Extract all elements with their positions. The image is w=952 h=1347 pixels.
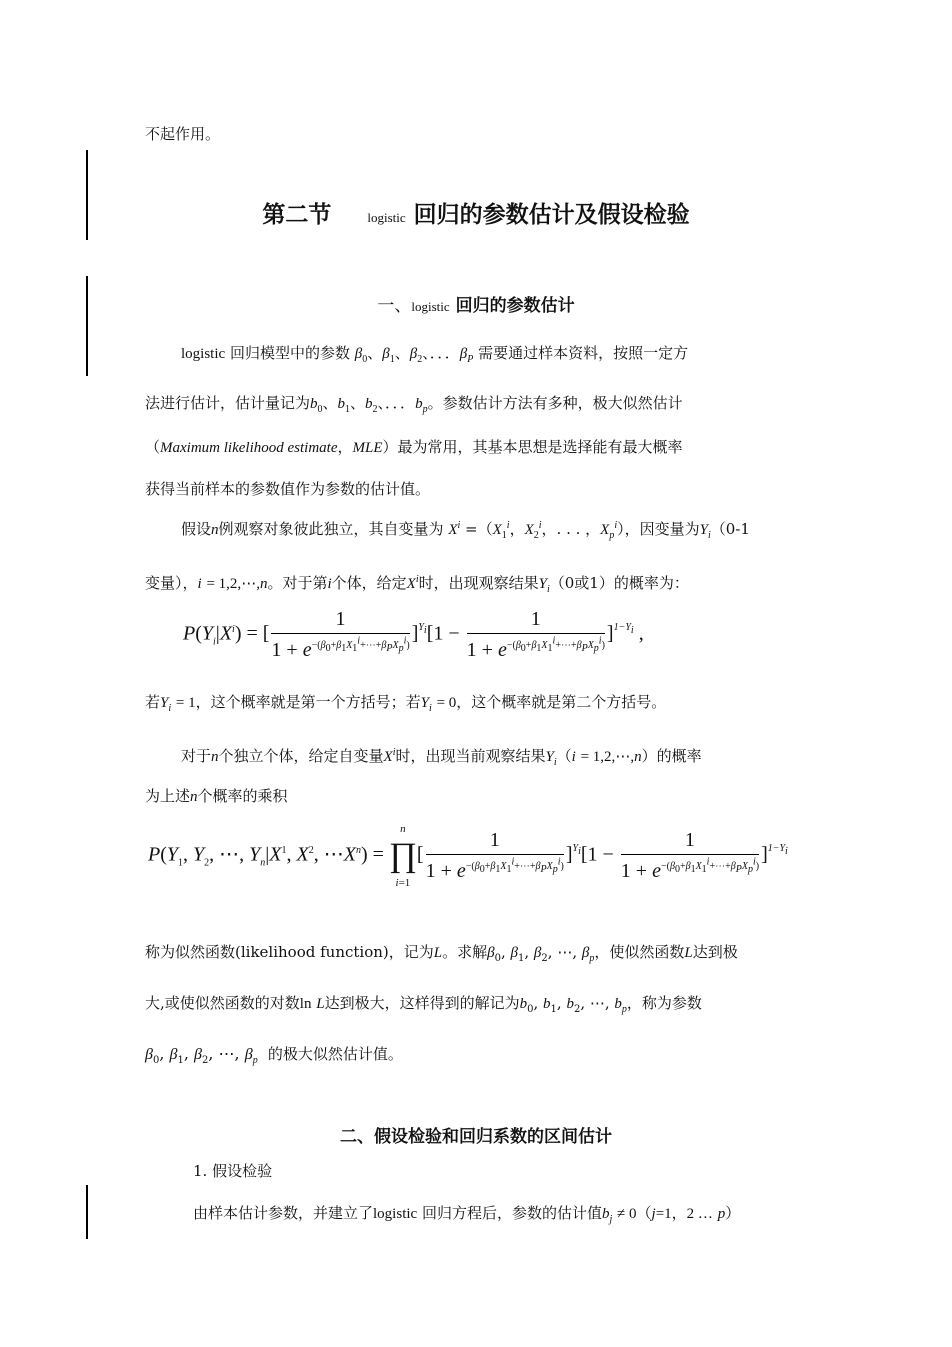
section-title: 第二节 logistic 回归的参数估计及假设检验 [262, 202, 690, 228]
subsection-heading-1: 一、logistic 回归的参数估计 [377, 296, 575, 316]
change-bar-3 [86, 1185, 88, 1239]
paragraph-line: 变量），i = 1,2,⋯,n。对于第i个体，给定$X^i$时，出现观察结果$Y_i(0$或1）的概率为： [145, 574, 689, 595]
subheading-hypothesis-test: 1. 假设检验 [193, 1162, 273, 1180]
paragraph-line: 为上述n个概率的乘积 [145, 787, 288, 805]
paragraph-line: 若$Y_i = 1$，这个概率就是第一个方括号；若$Y_i = 0$，这个概率就是第二个方括号。 [145, 693, 667, 714]
paragraph-line: （Maximum likelihood estimate，MLE）最为常用，其基本思想是选择能有最大概率 [145, 438, 683, 456]
subsection-heading-2: 二、假设检验和回归系数的区间估计 [340, 1127, 612, 1147]
paragraph-line: 对于n个独立个体，给定自变量$X^i$时，出现当前观察结果$Y_i(i$ = 1,2,⋯,n）的概率 [181, 747, 702, 768]
paragraph-line: 由样本估计参数，并建立了logistic 回归方程后，参数的估计值$b_j \ne 0(j=1$，2 … p） [193, 1204, 741, 1225]
paragraph-line: 称为似然函数(likelihood function)，记为L。求解$\beta_0$, $\beta_1$, $\beta_2$, ⋯, $\beta_p$，使似然函数L达到极 [145, 943, 738, 964]
text-line-intro: 不起作用。 [145, 125, 221, 143]
paragraph-line: $\beta_0$, $\beta_1$, $\beta_2$, ⋯, $\beta_p$ 的极大似然估计值。 [145, 1044, 403, 1067]
likelihood-formula: $P(Y_1$, $Y_2$, ⋯, $Y_n|X^1$, $X^2$, $\cdots X^n$) = n ∏ i=1 [ $\frac{1}{1 + e^{-(\beta_0+\beta_1X_1^i+\cdots+\beta_PX_p^i)}}$ ]$^{Y_i}$[1 − $\frac{1}{1 + e^{-(\beta_0+\beta_1X_1^i+\cdots+\beta_PX_p^i)}}$ ]$^{1-Y_i}$ [148, 823, 788, 889]
paragraph-line: 获得当前样本的参数值作为参数的估计值。 [145, 480, 431, 498]
probability-formula: $P(Y_i|X^i)$ = [ $\frac{1}{1 + e^{-(\beta_0+\beta_1X_1^i+\cdots+\beta_PX_p^i)}}$ ]$^{Y_i}$[1 − $\frac{1}{1 + e^{-(\beta_0+\beta_1X_1^i+\cdots+\beta_PX_p^i)}}$ ]$^{1-Y_i}$ , [183, 608, 644, 661]
paragraph-line: 法进行估计，估计量记为$b_0$、$b_1$、$b_2$、．．．$b_p$。参数估计方法有多种，极大似然估计 [145, 394, 683, 415]
paragraph-line: 大,或使似然函数的对数ln L达到极大，这样得到的解记为$b_0$, $b_1$, $b_2$, ⋯, $b_p$，称为参数 [145, 994, 702, 1015]
paragraph-line: logistic 回归模型中的参数 $\beta_0$、$\beta_1$、$\beta_2$、．．．$\beta_P$ 需要通过样本资料，按照一定方 [181, 344, 689, 365]
paragraph-line: 假设n例观察对象彼此独立，其自变量为 $X^i =(X_1^i$，$X_2^i$，. . . ，$X_p^i$），因变量为$Y_i(0-1$ [181, 520, 750, 541]
